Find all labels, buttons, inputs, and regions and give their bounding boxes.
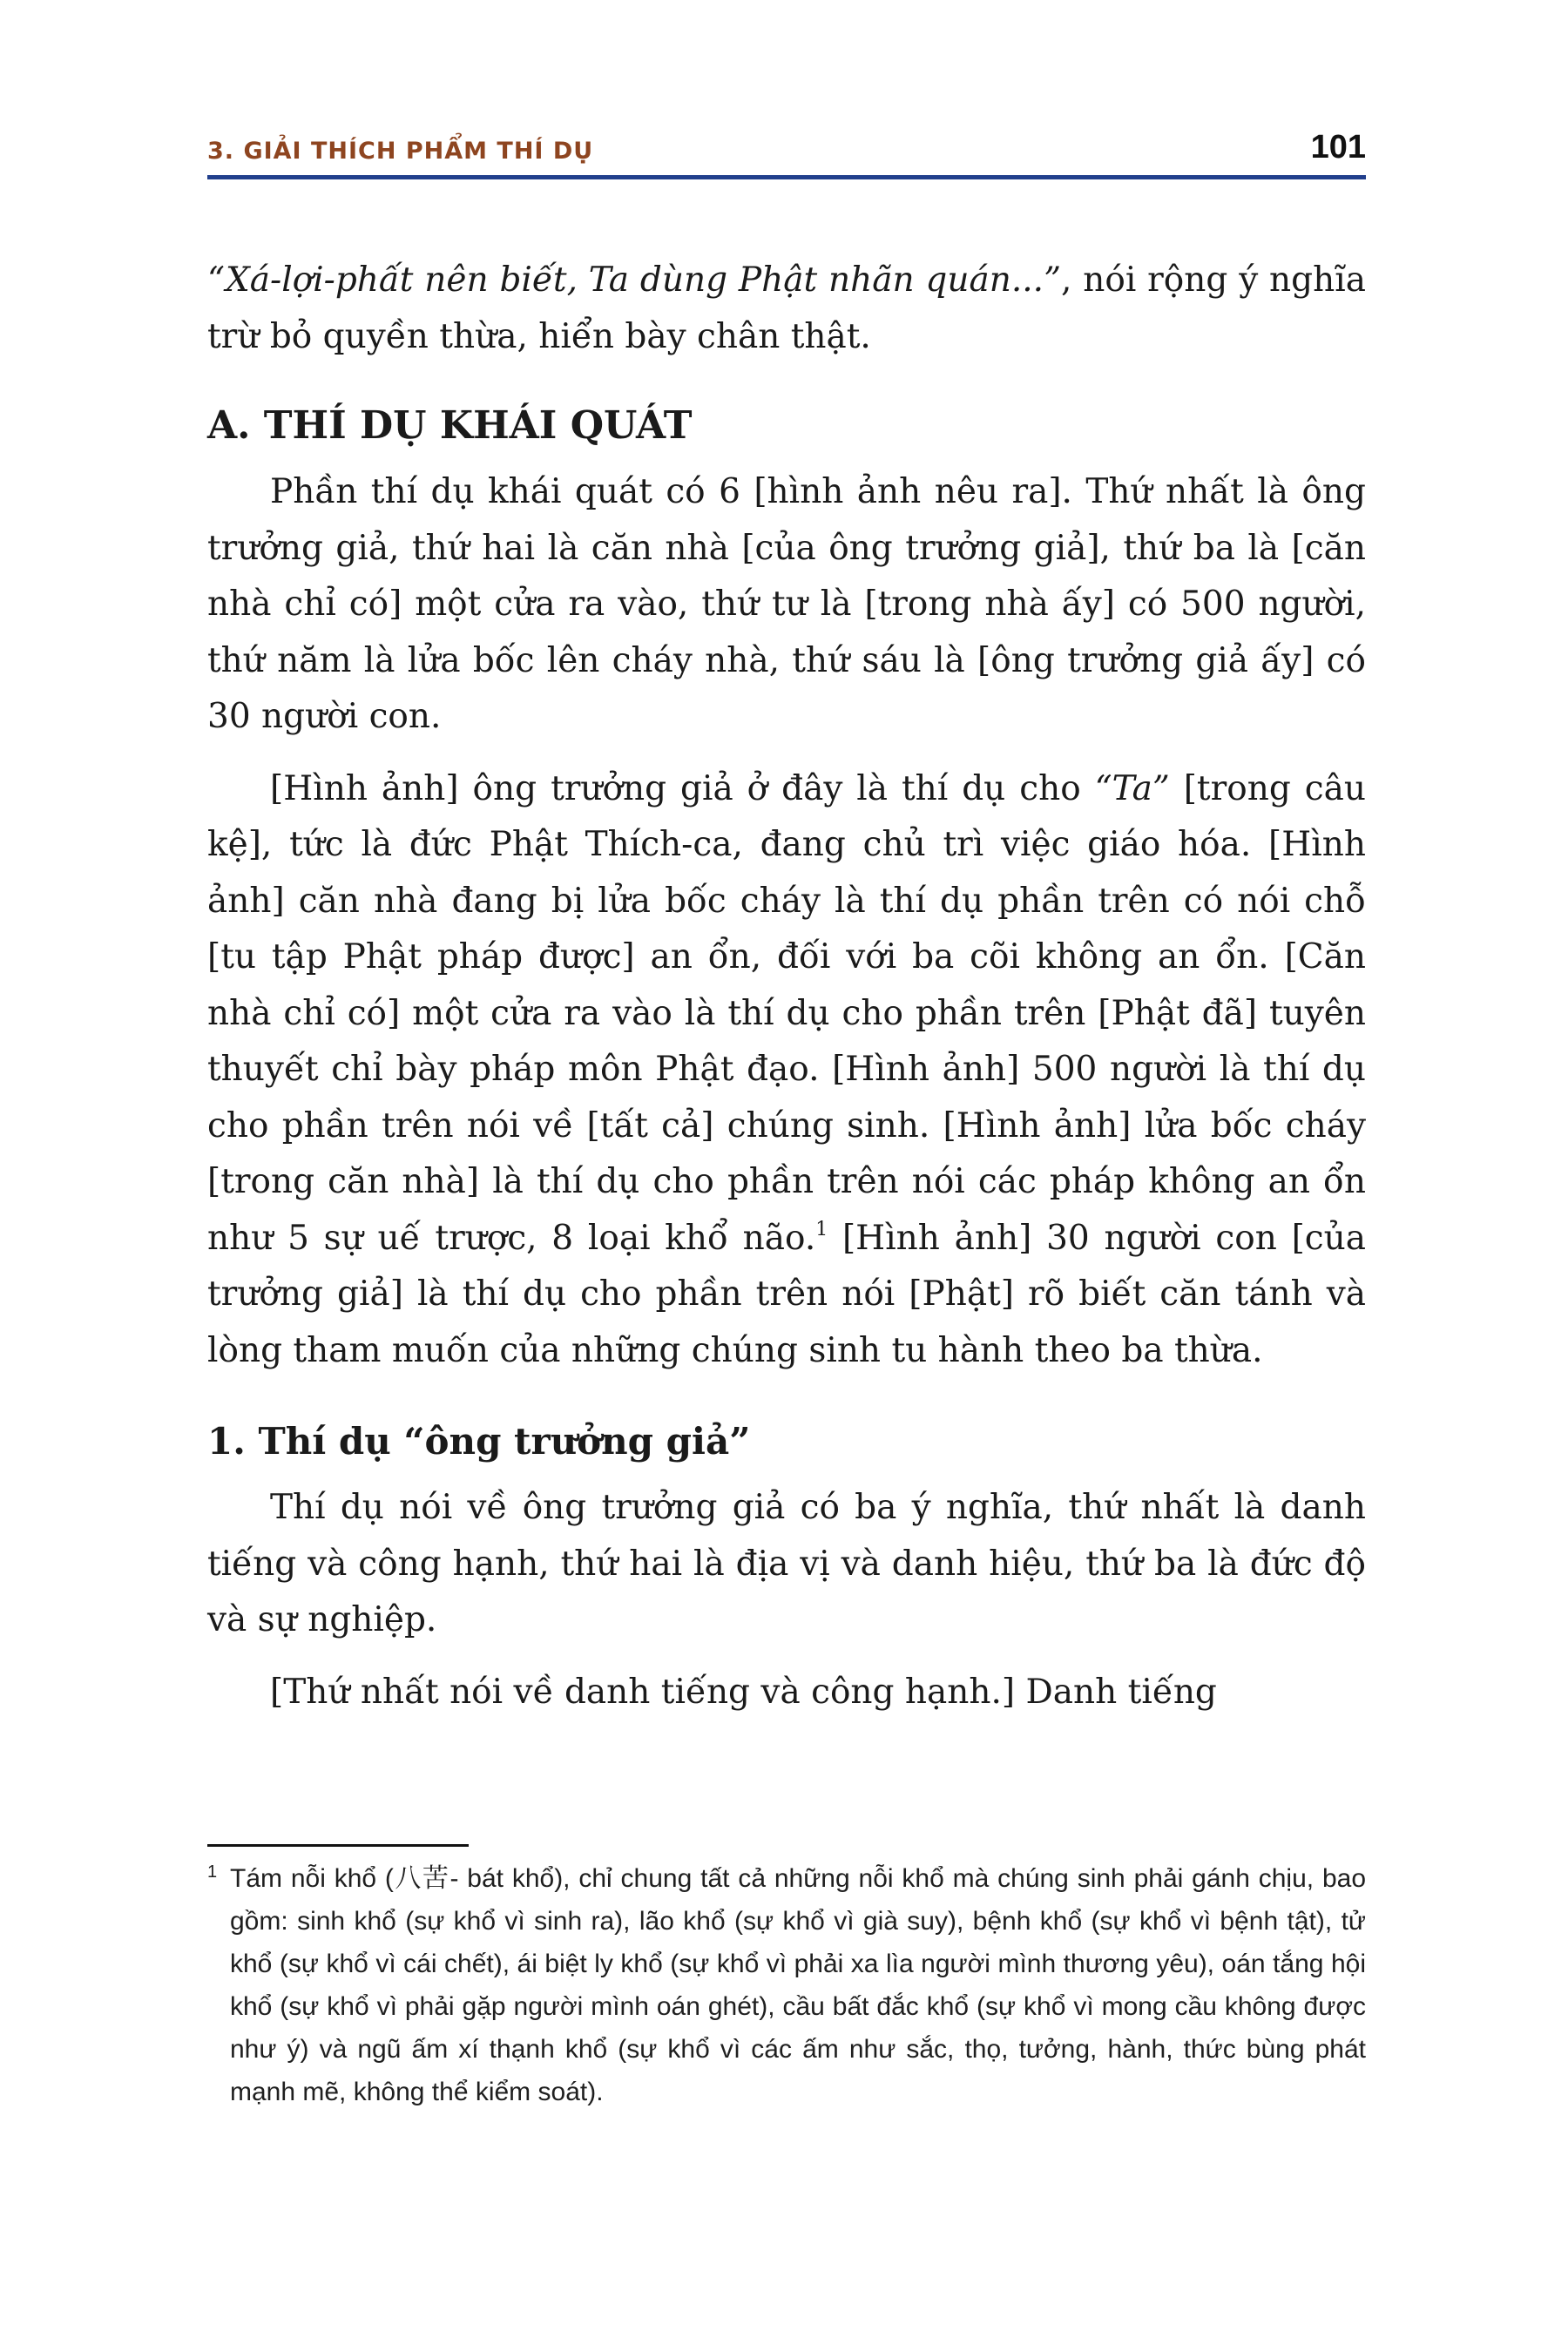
section-1-paragraph-2: [Thứ nhất nói về danh tiếng và công hạnh.] Danh tiếng	[270, 1672, 1217, 1712]
paragraph-2-quote: “Ta”	[1094, 768, 1170, 808]
footnote-text: Tám nỗi khổ (八苦- bát khổ), chỉ chung tất cả những nỗi khổ mà chúng sinh phải gánh chịu, bao gồm: sinh khổ (sự khổ vì sinh ra), lão khổ (sự khổ vì già suy), bệnh khổ (sự khổ vì bệnh tật), tử khổ (sự khổ vì cái chết), ái biệt ly khổ (sự khổ vì phải xa lìa người mình thương yêu), oán tắng hội khổ (sự khổ vì phải gặp người mình oán ghét), cầu bất đắc khổ (sự khổ vì mong cầu không được như ý) và ngũ ấm xí thạnh khổ (sự khổ vì các ấm như sắc, thọ, tưởng, hành, thức bùng phát mạnh mẽ, không thể kiểm soát).	[230, 1864, 1366, 2106]
running-head	[207, 129, 1366, 174]
intro-paragraph	[207, 253, 1366, 365]
paragraph-2-text-b: [trong câu kệ], tức là đức Phật Thích-ca, đang chủ trì việc giáo hóa. [Hình ảnh] căn nhà đang bị lửa bốc cháy là thí dụ phần trên có nói chỗ [tu tập Phật pháp được] an ổn, đối với ba cõi không an ổn. [Căn nhà chỉ có] một cửa ra vào là thí dụ cho phần trên [Phật đã] tuyên thuyết chỉ bày pháp môn Phật đạo. [Hình ảnh] 500 người là thí dụ cho phần trên nói về [tất cả] chúng sinh. [Hình ảnh] lửa bốc cháy [trong căn nhà] là thí dụ cho phần trên nói các pháp không an ổn như 5 sự uế trược, 8 loại khổ não.	[207, 768, 1366, 1258]
footnote-reference[interactable]: 1	[815, 1218, 828, 1240]
header-rule	[207, 175, 1366, 179]
section-a-heading: A. THÍ DỤ KHÁI QUÁT	[207, 403, 693, 448]
page-number: 101	[1310, 129, 1366, 166]
chapter-title: 3. GIẢI THÍCH PHẨM THÍ DỤ	[207, 138, 594, 165]
footnote-1: 1 Tám nỗi khổ (八苦- bát khổ), chỉ chung tất cả những nỗi khổ mà chúng sinh phải gánh chịu, bao gồm: sinh khổ (sự khổ vì sinh ra), lão khổ (sự khổ vì già suy), bệnh khổ (sự khổ vì bệnh tật), tử khổ (sự khổ vì cái chết), ái biệt ly khổ (sự khổ vì phải xa lìa người mình thương yêu), oán tắng hội khổ (sự khổ vì phải gặp người mình oán ghét), cầu bất đắc khổ (sự khổ vì mong cầu không được như ý) và ngũ ấm xí thạnh khổ (sự khổ vì các ấm như sắc, thọ, tưởng, hành, thức bùng phát mạnh mẽ, không thể kiểm soát).	[207, 1862, 1366, 2106]
intro-rest: , nói rộng ý nghĩa trừ bỏ quyền thừa, hiển bày chân thật.	[207, 260, 1366, 356]
section-a-paragraph-2	[207, 761, 1366, 1380]
paragraph-2-text-a: [Hình ảnh] ông trưởng giả ở đây là thí dụ cho	[270, 768, 1095, 808]
footnotes	[207, 1857, 1366, 2113]
intro-quote: “Xá-lợi-phất nên biết, Ta dùng Phật nhãn quán...”	[207, 260, 1062, 300]
paragraph-2-text-c: [Hình ảnh] 30 người con [của trưởng giả] là thí dụ cho phần trên nói [Phật] rõ biết căn tánh và lòng tham muốn của những chúng sinh tu hành theo ba thừa.	[207, 1218, 1366, 1370]
footnote-separator	[207, 1844, 469, 1847]
section-1-heading: 1. Thí dụ “ông trưởng giả”	[207, 1420, 751, 1463]
section-a-paragraph-1: Phần thí dụ khái quát có 6 [hình ảnh nêu ra]. Thứ nhất là ông trưởng giả, thứ hai là căn nhà [của ông trưởng giả], thứ ba là [căn nhà chỉ có] một cửa ra vào, thứ tư là [trong nhà ấy] có 500 người, thứ năm là lửa bốc lên cháy nhà, thứ sáu là [ông trưởng giả ấy] có 30 người con.	[207, 472, 1366, 736]
body-text	[207, 253, 1366, 1720]
section-1-paragraph-1: Thí dụ nói về ông trưởng giả có ba ý nghĩa, thứ nhất là danh tiếng và công hạnh, thứ hai là địa vị và danh hiệu, thứ ba là đức độ và sự nghiệp.	[207, 1488, 1366, 1639]
